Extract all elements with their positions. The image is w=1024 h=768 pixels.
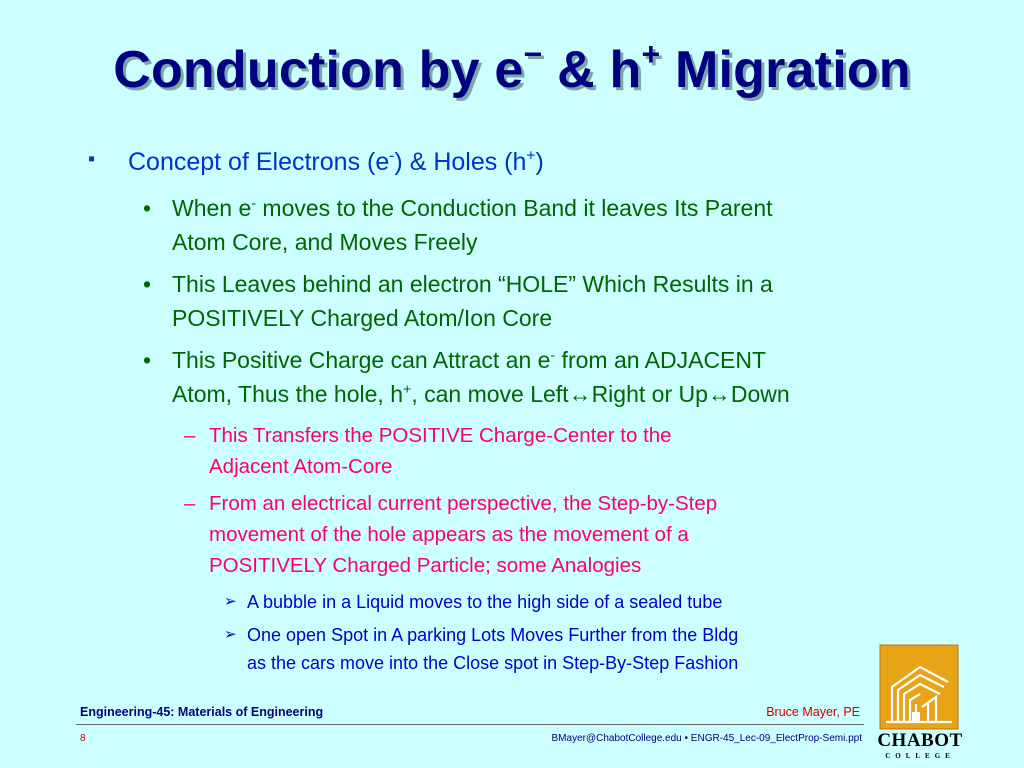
logo-name: CHABOT <box>877 730 963 751</box>
dot-bullet-icon: • <box>143 347 152 373</box>
slide-number: 8 <box>80 733 86 744</box>
arrow-bullet-icon: ➢ <box>224 593 237 610</box>
dot-bullet-icon: • <box>143 271 152 297</box>
square-bullet-icon: ▪ <box>88 148 96 170</box>
subbullet-current-perspective: From an electrical current perspective, the Step-by-Step movement of the hole appears as the movement of a POSITIVELY Charged Particle; some Analogies <box>209 492 718 577</box>
dot-bullet-icon: • <box>143 195 152 221</box>
footer-file-reference: BMayer@ChabotCollege.edu • ENGR-45_Lec-09_ElectProp-Semi.ppt <box>551 733 862 744</box>
dash-bullet-icon: – <box>184 492 196 515</box>
analogy-bubble: A bubble in a Liquid moves to the high side of a sealed tube <box>247 592 723 612</box>
logo-subtitle: COLLEGE <box>885 752 955 760</box>
arrow-bullet-icon: ➢ <box>224 626 237 643</box>
bullet-hole: This Leaves behind an electron “HOLE” Which Results in a POSITIVELY Charged Atom/Ion Core <box>172 271 773 331</box>
bullet-electron-moves: When e- moves to the Conduction Band it leaves Its Parent Atom Core, and Moves Freely <box>172 195 773 255</box>
subbullet-transfers: This Transfers the POSITIVE Charge-Center to the Adjacent Atom-Core <box>209 424 672 478</box>
bullet-positive-charge: This Positive Charge can Attract an e- from an ADJACENT Atom, Thus the hole, h+, can move Left↔Right or Up↔Down <box>172 347 790 407</box>
analogy-parking: One open Spot in A parking Lots Moves Further from the Bldg as the cars move into the Close spot in Step-By-Step Fashion <box>247 625 739 673</box>
footer-divider <box>76 724 864 725</box>
slide-title: Conduction by e− & h+ Migration <box>113 36 911 99</box>
dash-bullet-icon: – <box>184 424 196 447</box>
footer-author: Bruce Mayer, PE <box>766 705 860 719</box>
footer-course: Engineering-45: Materials of Engineering <box>80 705 324 719</box>
bullet-concept: Concept of Electrons (e-) & Holes (h+) <box>128 147 544 176</box>
